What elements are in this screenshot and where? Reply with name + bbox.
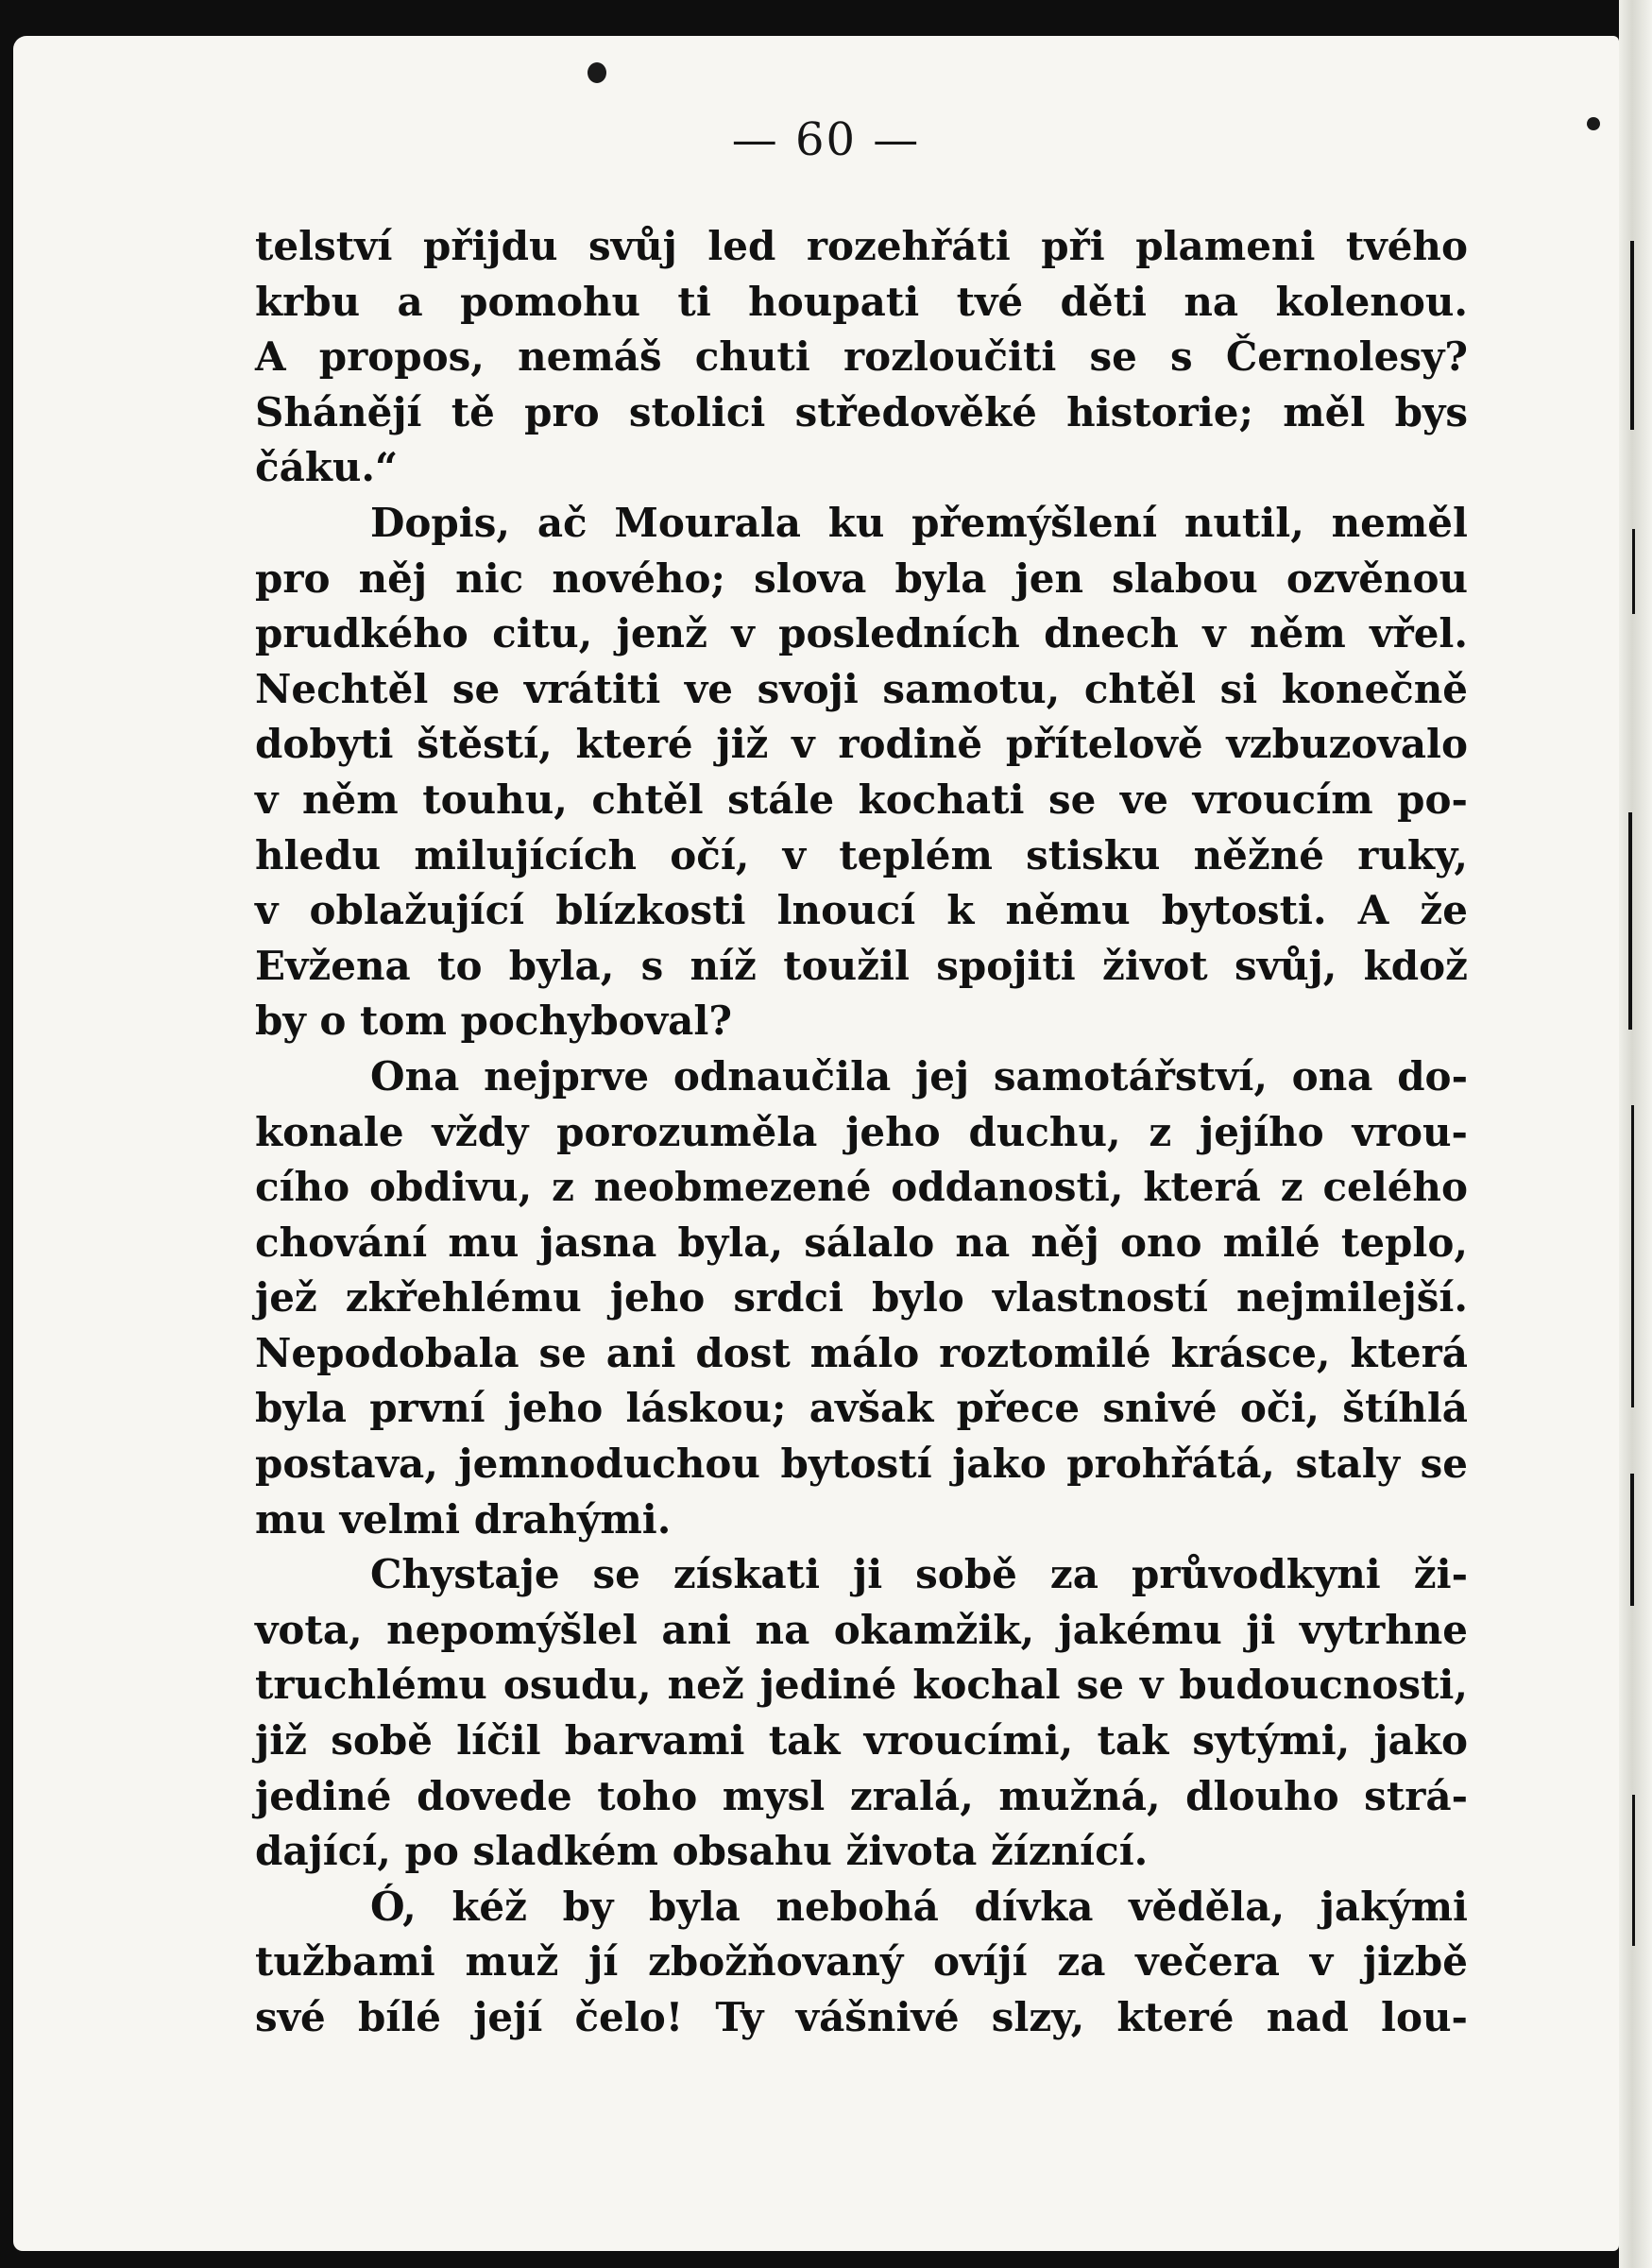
text-line: truchlému osudu, než jediné kochal se v budoucnosti, [255,1662,1468,1709]
text-line: Ó, kéž by byla nebohá dívka věděla, jakými [370,1883,1468,1930]
text-line: cího obdivu, z neobmezené oddanosti, která z celého [255,1164,1468,1211]
body-text [255,219,1468,2046]
text-line: jediné dovede toho mysl zralá, mužná, dlouho strá- [255,1772,1468,1819]
text-line: pro něj nic nového; slova byla jen slabou ozvěnou [255,554,1468,602]
text-line: postava, jemnoduchou bytostí jako prohřátá, staly se [255,1441,1468,1488]
page-number: — 60 — [731,113,921,166]
edge-mark [1630,241,1634,430]
text-line: konale vždy porozuměla jeho duchu, z jejího vrou- [255,1108,1468,1155]
page-edge [1619,0,1652,2268]
text-line: dobyti štěstí, které již v rodině přítelově vzbuzovalo [255,721,1468,768]
edge-mark [1632,529,1635,614]
text-line: by o tom pochyboval? [255,998,732,1045]
text-line: Evžena to byla, s níž toužil spojiti život svůj, kdož [255,942,1468,989]
text-line: Ona nejprve odnaučila jej samotářství, ona do- [370,1052,1468,1100]
text-line: v oblažující blízkosti lnoucí k němu bytosti. A že [255,887,1468,934]
text-line: jež zkřehlému jeho srdci bylo vlastností nejmilejší. [255,1274,1468,1322]
text-line: dající, po sladkém obsahu života žíznící. [255,1828,1149,1875]
text-line: krbu a pomohu ti houpati tvé děti na kolenou. [255,278,1468,325]
edge-mark [1632,1795,1635,1946]
text-line: Chystaje se získati ji sobě za průvodkyni ži- [370,1551,1468,1598]
text-line: hledu milujících očí, v teplém stisku něžné ruky, [255,831,1468,878]
text-line: již sobě líčil barvami tak vroucími, tak sytými, jako [255,1717,1468,1765]
text-line: tužbami muž jí zbožňovaný ovíjí za večera v jizbě [255,1938,1468,1986]
text-line: prudkého citu, jenž v posledních dnech v něm vřel. [255,610,1468,657]
print-speck [588,62,606,83]
text-line: čáku.“ [255,444,399,491]
edge-mark [1631,1105,1634,1407]
text-line: chování mu jasna byla, sálalo na něj ono milé teplo, [255,1219,1468,1266]
text-line: v něm touhu, chtěl stále kochati se ve vroucím po- [255,776,1468,823]
edge-mark [1630,1474,1634,1606]
text-line: Nechtěl se vrátiti ve svoji samotu, chtěl si konečně [255,665,1468,712]
text-line: Nepodobala se ani dost málo roztomilé krásce, která [255,1329,1468,1376]
text-line: Shánějí tě pro stolici středověké historie; měl bys [255,388,1468,435]
text-line: mu velmi drahými. [255,1495,672,1543]
text-line: Dopis, ač Mourala ku přemýšlení nutil, neměl [370,499,1468,546]
text-line: byla první jeho láskou; avšak přece snivé oči, štíhlá [255,1385,1468,1432]
text-line: A propos, nemáš chuti rozloučiti se s Černolesy? [255,333,1468,381]
text-line: telství přijdu svůj led rozehřáti při plameni tvého [255,223,1468,269]
text-line: vota, nepomýšlel ani na okamžik, jakému ji vytrhne [255,1606,1468,1653]
edge-mark [1628,812,1632,1030]
text-line: své bílé její čelo! Ty vášnivé slzy, které nad lou- [255,1994,1468,2040]
